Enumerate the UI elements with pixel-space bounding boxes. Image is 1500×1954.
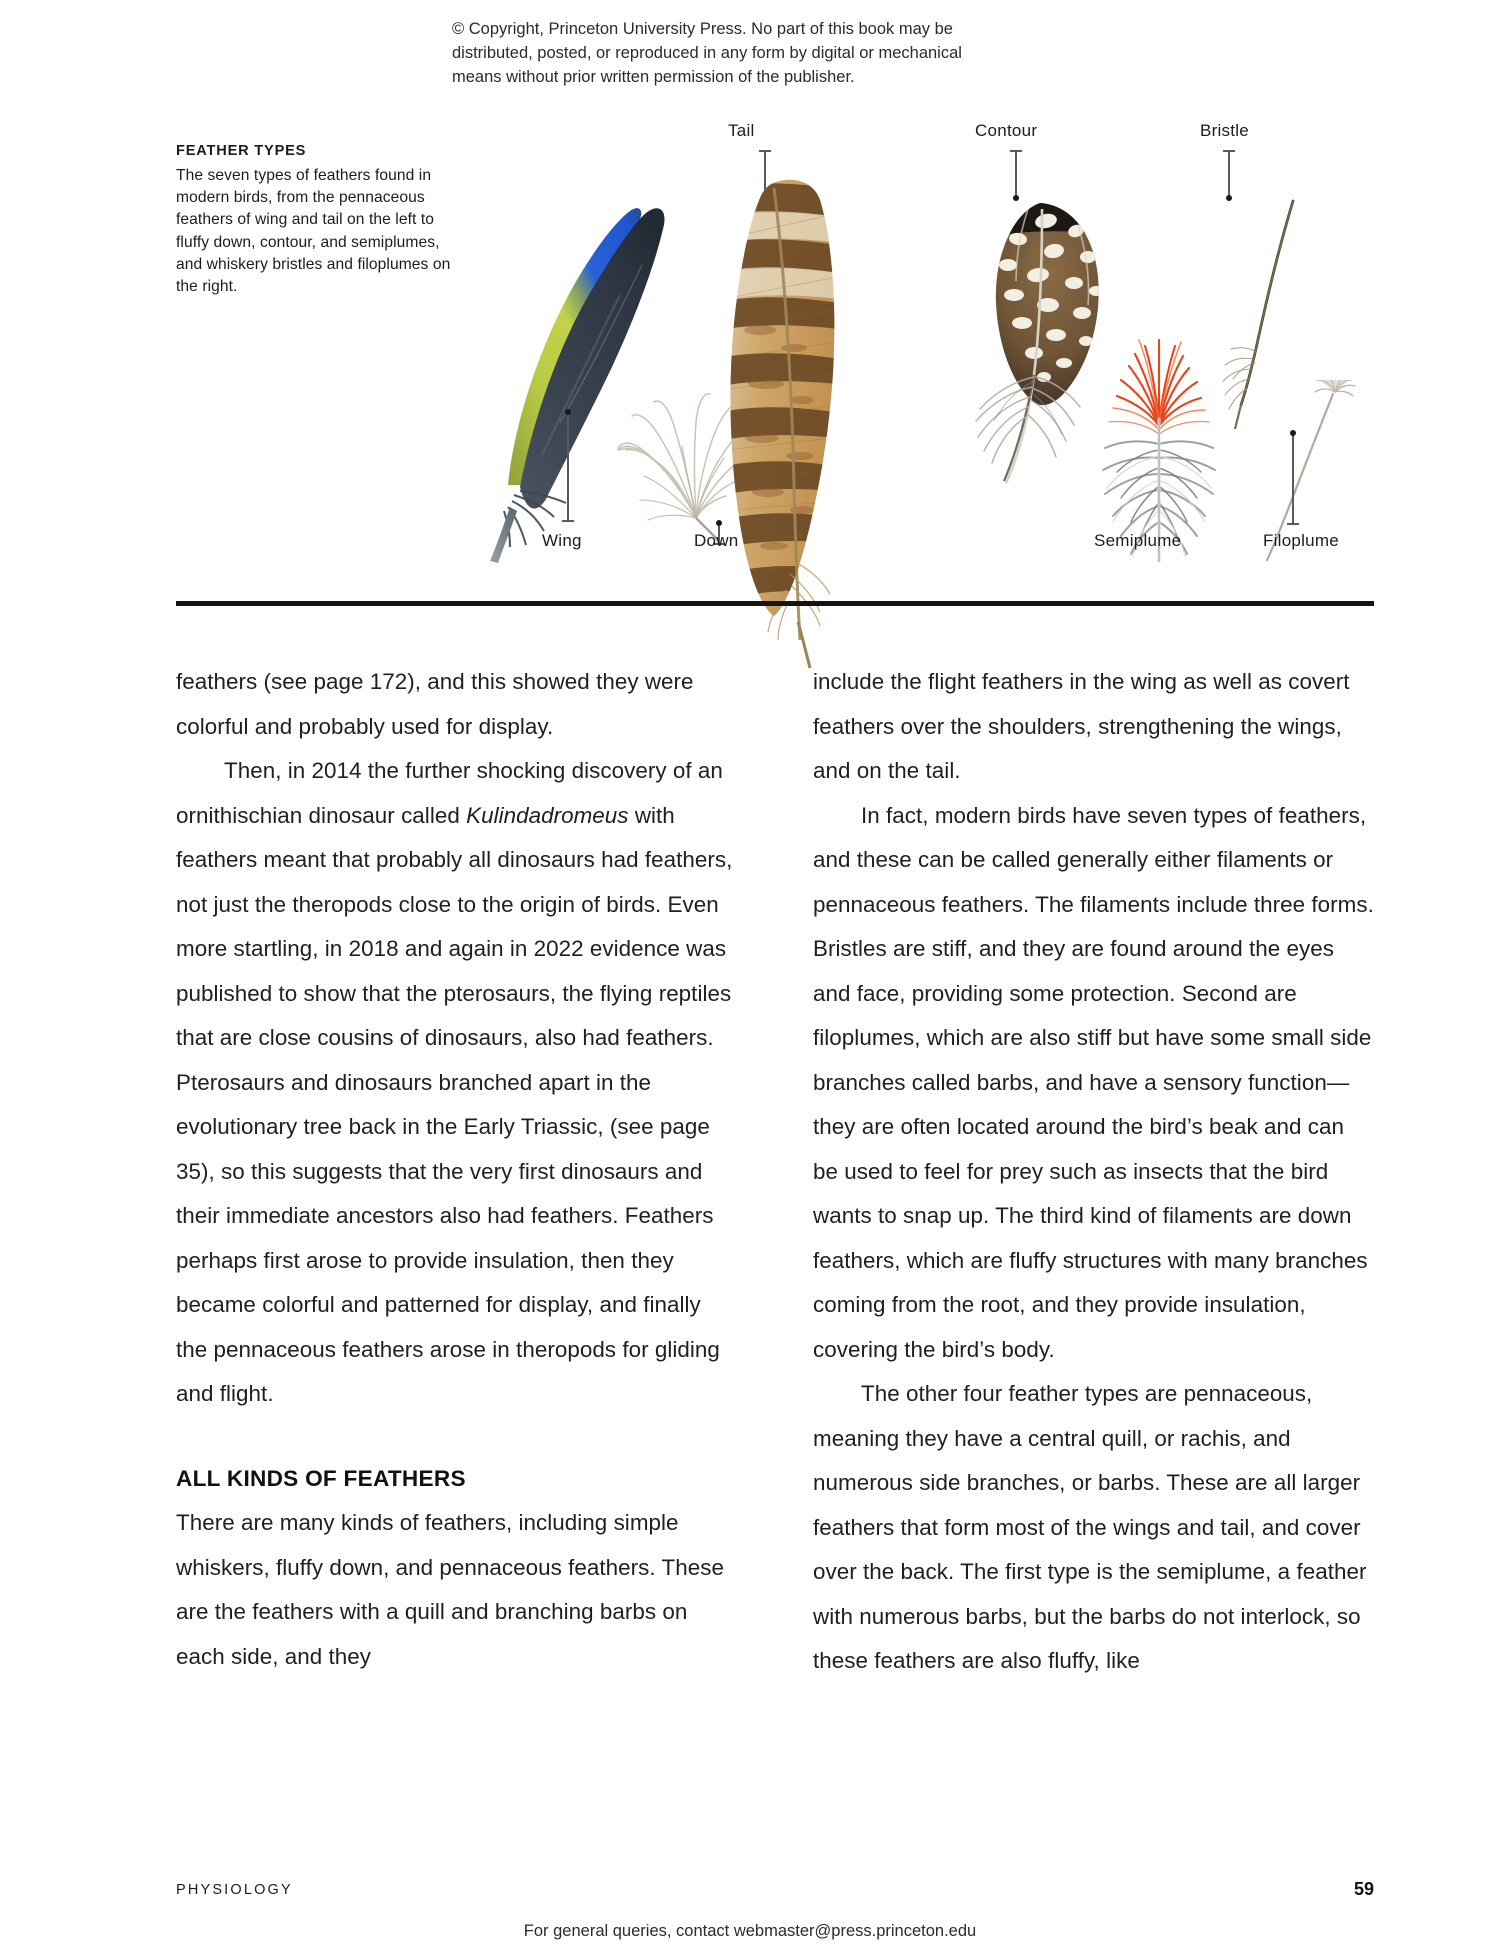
- bristle-leader-line: [1228, 150, 1230, 198]
- right-column: [813, 660, 1375, 1684]
- copyright-line-1: © Copyright, Princeton University Press. No part of this book may be: [452, 20, 953, 38]
- label-wing: Wing: [542, 531, 582, 550]
- contour-leader-line: [1015, 150, 1017, 198]
- filoplume-leader-line: [1292, 433, 1294, 525]
- leader-cap: [562, 520, 574, 522]
- tail-feather-illustration: [690, 170, 900, 670]
- label-down: Down: [694, 531, 739, 550]
- leader-cap: [1010, 150, 1022, 152]
- paragraph-right-2: In fact, modern birds have seven types of feathers, and these can be called generally either filaments or pennaceous feathers. The filaments include three forms. Bristles are stiff, and they are found around the eyes and face, providing some protection. Second are filoplumes, which are also stiff but have some small side branches called barbs, and have a sensory function—they are often located around the bird’s beak and can be used to feel for prey such as insects that the bird wants to snap up. The third kind of filaments are down feathers, which are fluffy structures with many branches coming from the root, and they provide insulation, covering the bird’s body.: [813, 802, 1374, 1362]
- taxon-name: Kulindadromeus: [466, 802, 629, 828]
- copyright-line-2: distributed, posted, or reproduced in any form by digital or mechanical: [452, 43, 962, 62]
- paragraph-left-2: Then, in 2014 the further shocking discovery of an ornithischian dinosaur called Kulindadromeus with feathers meant that probably all dinosaurs had feathers, not just the theropods close to the origin of birds. Even more startling, in 2018 and again in 2022 evidence was published to show that the pterosaurs, the flying reptiles that are close cousins of dinosaurs, also had feathers. Pterosaurs and dinosaurs branched apart in the evolutionary tree back in the Early Triassic, (see page 35), so this suggests that the very first dinosaurs and their immediate ancestors also had feathers. Feathers perhaps first arose to provide insulation, then they became colorful and patterned for display, and finally the pennaceous feathers arose in theropods for gliding and flight.: [176, 758, 733, 1406]
- figure-caption: [176, 141, 451, 299]
- wing-leader-line: [567, 412, 569, 522]
- label-semiplume: Semiplume: [1094, 531, 1182, 550]
- label-filoplume: Filoplume: [1263, 531, 1339, 550]
- copyright-line-3: means without prior written permission of the publisher.: [452, 67, 855, 86]
- leader-cap: [1223, 150, 1235, 152]
- left-column: [176, 660, 738, 1679]
- paragraph-right-3: The other four feather types are pennaceous, meaning they have a central quill, or rachis, and numerous side branches, or barbs. These are all larger feathers that form most of the wings and tail, and cover over the back. The first type is the semiplume, a feather with numerous barbs, but the barbs do not interlock, so these feathers are also fluffy, like: [813, 1381, 1367, 1673]
- section-heading: ALL KINDS OF FEATHERS: [176, 1465, 466, 1491]
- leader-cap: [759, 150, 771, 152]
- footer-section-label: PHYSIOLOGY: [176, 1882, 293, 1898]
- label-contour: Contour: [975, 121, 1038, 140]
- feather-types-figure: [0, 121, 1500, 595]
- figure-caption-body: The seven types of feathers found in modern birds, from the pennaceous feathers of wing and tail on the left to fluffy down, contour, and semiplumes, and whiskery bristles and filoplumes on the right.: [176, 166, 451, 296]
- paragraph-left-1: feathers (see page 172), and this showed they were colorful and probably used for display.: [176, 669, 694, 739]
- copyright-notice: [452, 18, 1072, 90]
- label-bristle: Bristle: [1200, 121, 1250, 140]
- page-number: 59: [1353, 1879, 1374, 1899]
- footer-query-line: For general queries, contact webmaster@press.princeton.edu: [523, 1922, 977, 1940]
- label-tail: Tail: [728, 121, 755, 140]
- paragraph-right-1: include the flight feathers in the wing as well as covert feathers over the shoulders, strengthening the wings, and on the tail.: [813, 669, 1350, 783]
- figure-caption-title: FEATHER TYPES: [176, 143, 307, 159]
- paragraph-left-3: There are many kinds of feathers, including simple whiskers, fluffy down, and pennaceous feathers. These are the feathers with a quill and branching barbs on each side, and they: [176, 1510, 724, 1669]
- figure-divider-rule: [176, 601, 1374, 606]
- leader-cap: [1287, 523, 1299, 525]
